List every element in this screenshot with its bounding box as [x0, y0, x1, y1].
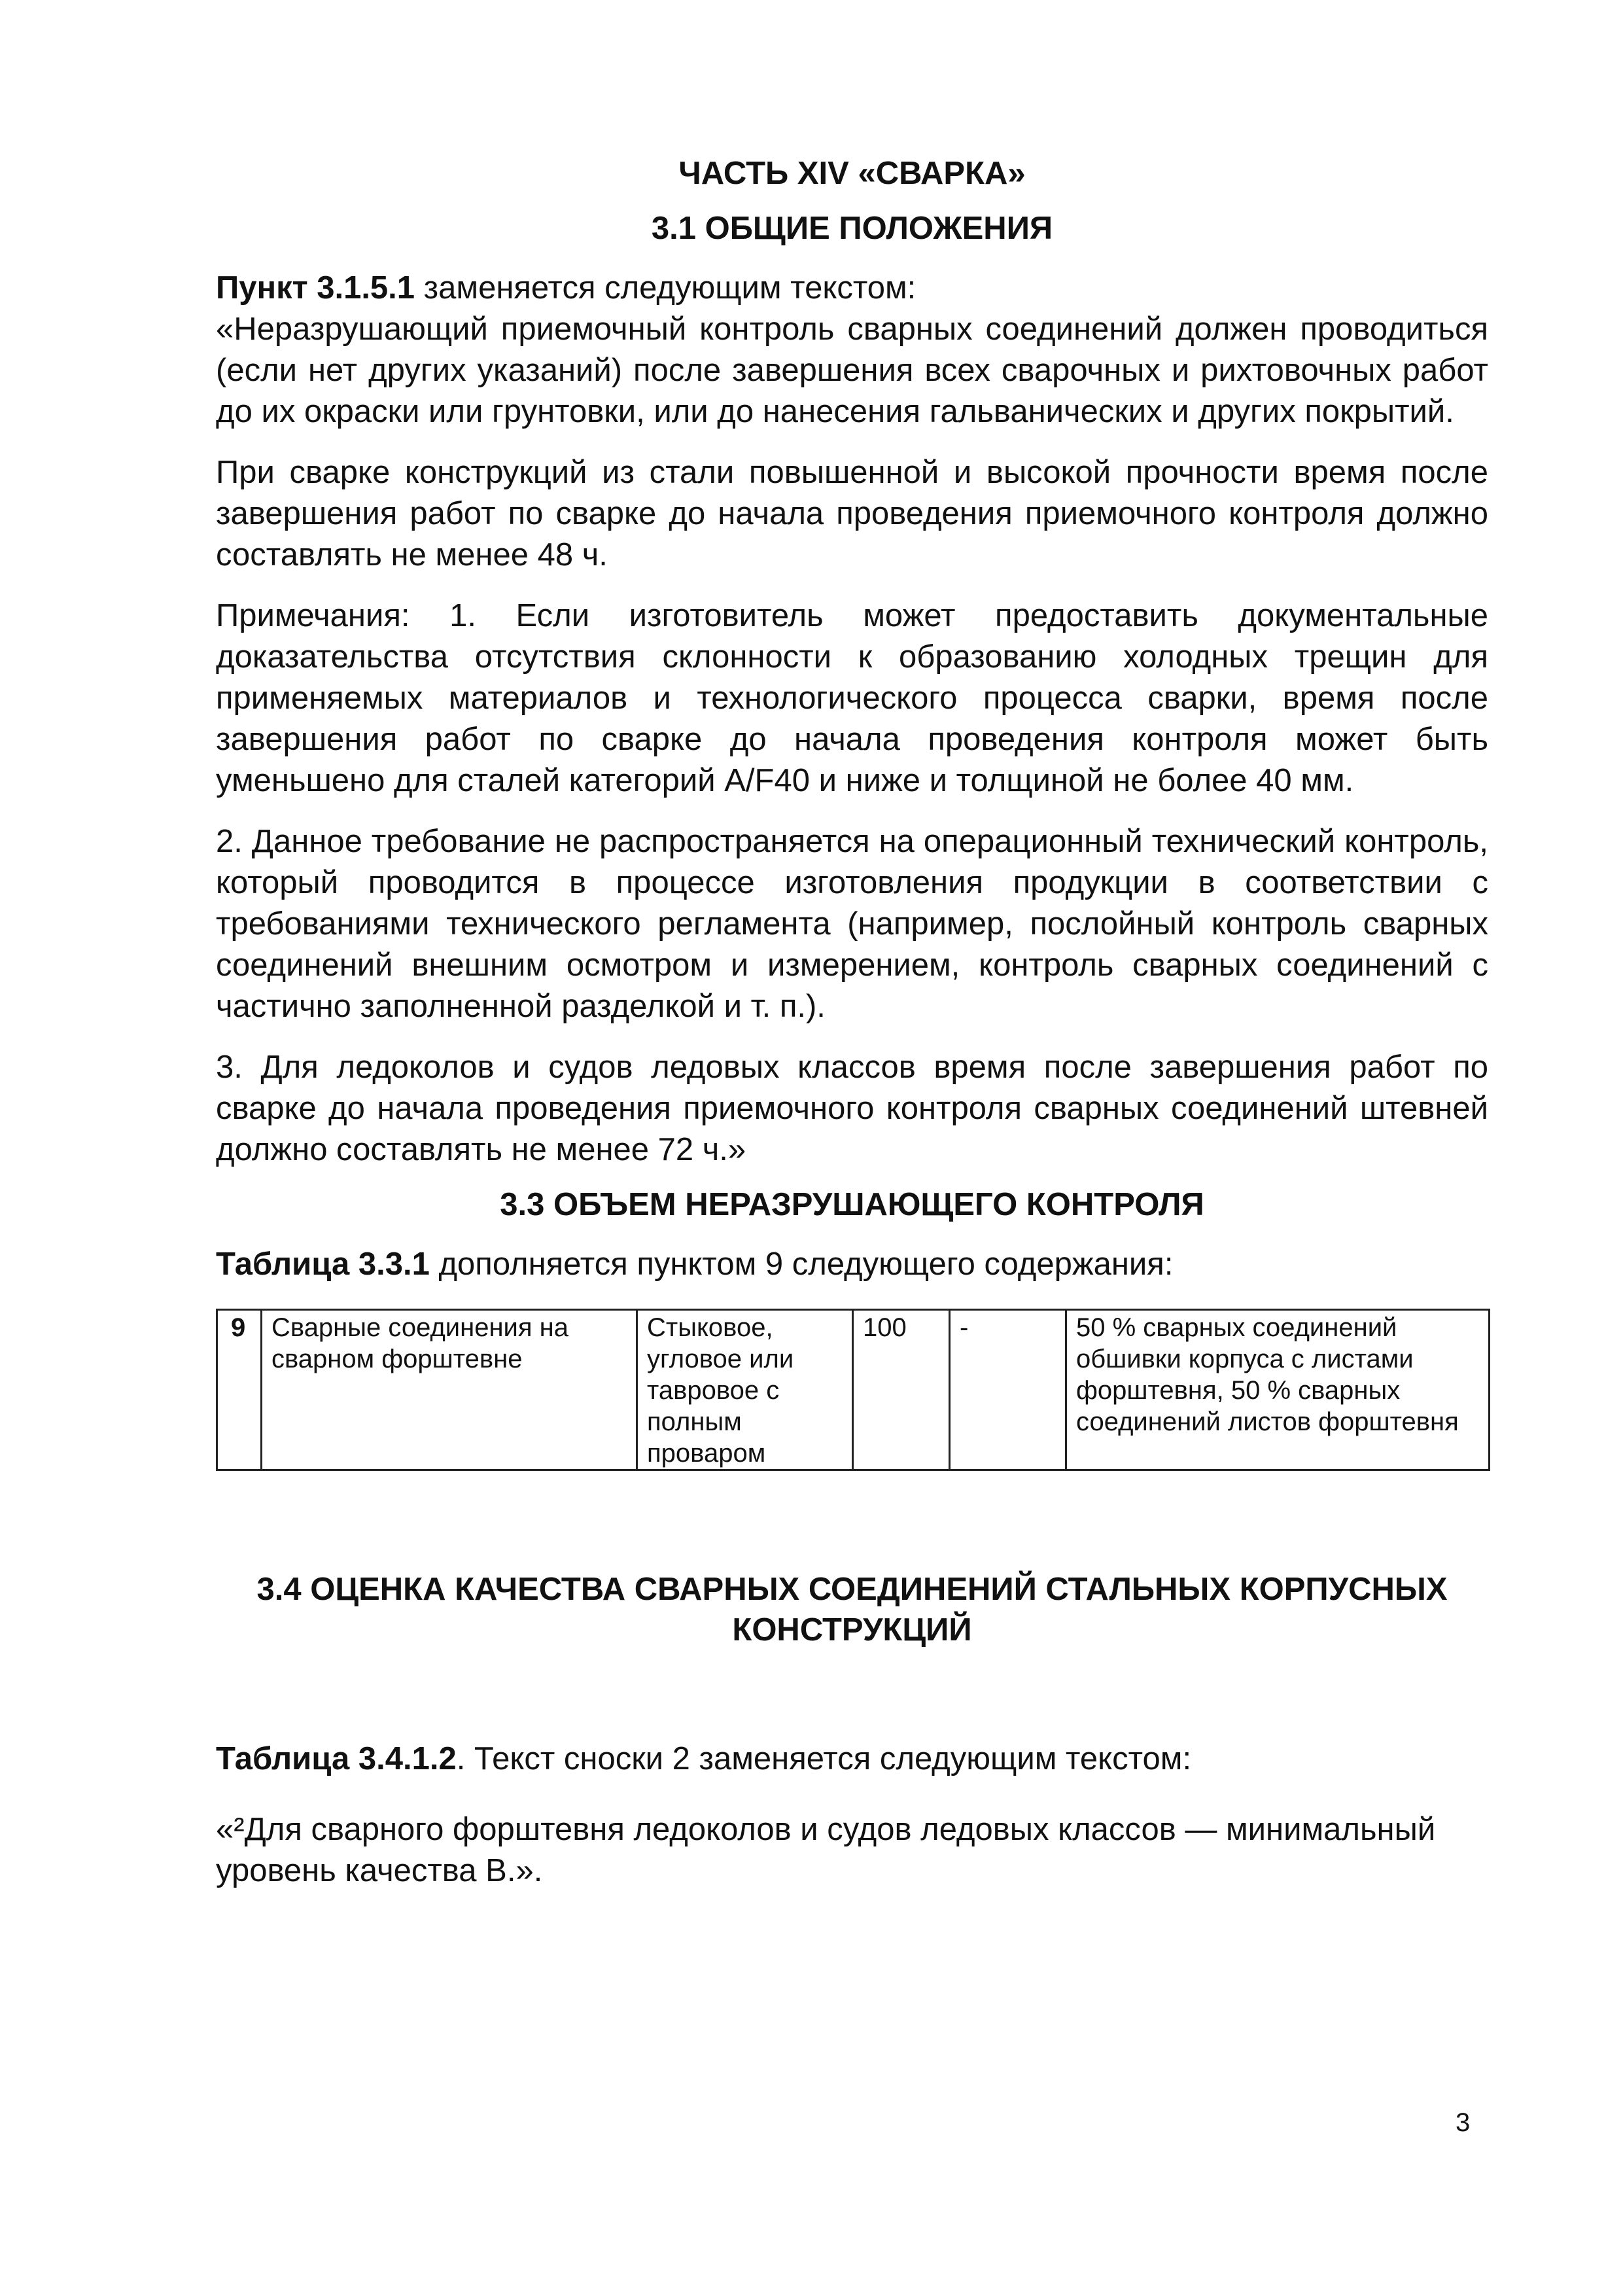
- intro-text: заменяется следующим текстом:: [415, 270, 916, 306]
- paragraph-2: При сварке конструкций из стали повышенной и высокой прочности время после завершения работ по сварке до начала проведения приемочного контроля должно составлять не менее 48 ч.: [216, 455, 1488, 573]
- cell-percent: 100: [853, 1310, 950, 1470]
- page-number: 3: [1456, 2108, 1471, 2137]
- table-ref: Таблица 3.4.1.2: [216, 1741, 457, 1776]
- footnote-mark: «²: [216, 1812, 245, 1847]
- section-34-intro: [216, 1739, 1488, 1780]
- cell-joint-type: Стыковое, угловое или тавровое с полным проваром: [637, 1310, 853, 1470]
- cell-dash: -: [950, 1310, 1066, 1470]
- cell-number: 9: [217, 1310, 262, 1470]
- part-title: ЧАСТЬ XIV «СВАРКА»: [678, 156, 1026, 191]
- note-2: 2. Данное требование не распространяется на операционный технический контроль, который проводится в процессе изготовления продукции в соответствии с требованиями технического регламента (например, послойный контроль сварных соединений внешним осмотром и измерением, контроль сварных соединений с частично заполненной разделкой и т. п.).: [216, 824, 1488, 1024]
- section-33-title: 3.3 ОБЪЕМ НЕРАЗРУШАЮЩЕГО КОНТРОЛЯ: [500, 1187, 1204, 1222]
- note-3: 3. Для ледоколов и судов ледовых классов время после завершения работ по сварке до начала проведения приемочного контроля сварных соединений штевней должно составлять не менее 72 ч.»: [216, 1050, 1488, 1167]
- section-34-title: 3.4 ОЦЕНКА КАЧЕСТВА СВАРНЫХ СОЕДИНЕНИЙ СТАЛЬНЫХ КОРПУСНЫХ КОНСТРУКЦИЙ: [256, 1572, 1448, 1648]
- footnote-replacement: [216, 1809, 1488, 1892]
- paragraph-1: «Неразрушающий приемочный контроль сварных соединений должен проводиться (если нет других указаний) после завершения всех сварочных и рихтовочных работ до их окраски или грунтовки, или до нанесения гальванических и других покрытий.: [216, 311, 1488, 429]
- table-row: [217, 1310, 1490, 1470]
- intro-text: . Текст сноски 2 заменяется следующим текстом:: [456, 1741, 1192, 1776]
- cell-note: 50 % сварных соединений обшивки корпуса с листами форштевня, 50 % сварных соединений листов форштевня: [1066, 1310, 1490, 1470]
- section-33-intro: [216, 1244, 1488, 1285]
- section-31-title: 3.1 ОБЩИЕ ПОЛОЖЕНИЯ: [651, 211, 1053, 246]
- footnote-text: Для сварного форштевня ледоколов и судов ледовых классов — минимальный уровень качества B.».: [216, 1812, 1436, 1888]
- note-1: Примечания: 1. Если изготовитель может предоставить документальные доказательства отсутствия склонности к образованию холодных трещин для применяемых материалов и технологического процесса сварки, время после завершения работ по сварке до начала проведения контроля может быть уменьшено для сталей категорий A/F40 и ниже и толщиной не более 40 мм.: [216, 598, 1488, 798]
- cell-object: Сварные соединения на сварном форштевне: [262, 1310, 637, 1470]
- page-content: [216, 154, 1488, 1892]
- table-ref: Таблица 3.3.1: [216, 1246, 430, 1282]
- section-31-intro: [216, 268, 1488, 309]
- table-3-3-1-row: [216, 1309, 1490, 1471]
- clause-ref: Пункт 3.1.5.1: [216, 270, 415, 306]
- intro-text: дополняется пунктом 9 следующего содержания:: [429, 1246, 1174, 1282]
